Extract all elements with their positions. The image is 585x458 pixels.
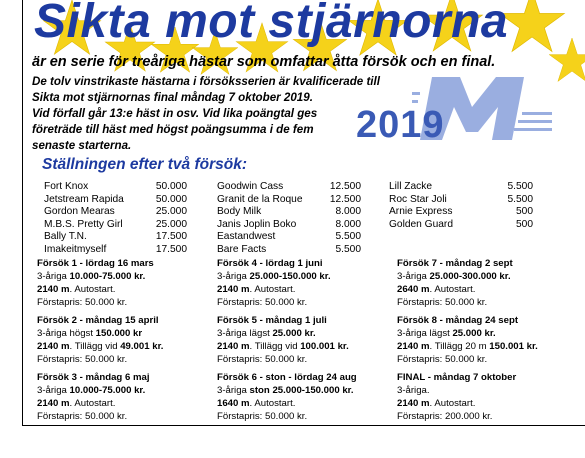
race-class-amount: 25.000 kr. (272, 328, 316, 339)
race-distance (37, 340, 163, 353)
race-block (397, 314, 538, 366)
star-icon (500, 0, 565, 52)
race-class (37, 327, 163, 340)
race-heading: FINAL - måndag 7 oktober (397, 372, 517, 383)
race-distance-value: 2140 m (217, 341, 250, 352)
race-distance (217, 283, 331, 296)
race-handicap-amount: 100.001 kr. (300, 341, 349, 352)
standings-row (217, 181, 361, 194)
race-prize: Förstapris: 50.000 kr. (37, 297, 128, 308)
race-prize: Förstapris: 50.000 kr. (37, 354, 128, 365)
horse-name: Jetstream Rapida (44, 193, 124, 205)
race-class-label: 3-åriga högst (37, 328, 96, 339)
horse-points: 50.000 (155, 181, 187, 192)
horse-name: Golden Guard (389, 218, 453, 230)
race-class-label: 3-åriga (37, 271, 70, 282)
race-class (37, 270, 154, 283)
race-heading: Försök 5 - måndag 1 juli (217, 315, 327, 326)
year-label: 2019 (356, 104, 445, 146)
horse-name: Roc Star Joli (389, 193, 447, 205)
standings-row (389, 206, 533, 219)
horse-points: 500 (516, 206, 533, 217)
horse-name: Eastandwest (217, 231, 276, 242)
race-distance (397, 283, 513, 296)
race-handicap-amount: 49.001 kr. (120, 341, 164, 352)
horse-name: Goodwin Cass (217, 181, 284, 192)
standings-column-2 (217, 181, 361, 256)
race-start-type: . Autostart. (69, 398, 116, 409)
horse-points: 5.500 (335, 231, 361, 242)
race-class-label: 3-åriga (217, 271, 250, 282)
race-distance (37, 397, 150, 410)
race-distance-value: 2640 m (397, 284, 430, 295)
standings-row (44, 206, 187, 219)
race-heading: Försök 8 - måndag 24 sept (397, 315, 519, 326)
standings-title: Ställningen efter två försök: (42, 156, 247, 173)
horse-name: Fort Knox (44, 181, 89, 192)
race-class-label: 3-åriga (397, 271, 430, 282)
race-heading: Försök 1 - lördag 16 mars (37, 258, 154, 269)
race-start-type: . Tillägg vid (69, 341, 121, 352)
horse-name: M.B.S. Pretty Girl (44, 218, 123, 230)
race-distance (217, 397, 357, 410)
race-start-type: . Autostart. (69, 284, 116, 295)
horse-points: 12.500 (329, 193, 361, 205)
standings-row (44, 181, 187, 194)
race-distance-value: 1640 m (217, 398, 250, 409)
race-distance-value: 2140 m (37, 398, 70, 409)
race-start-type: . Autostart. (429, 284, 476, 295)
race-distance (397, 340, 538, 353)
race-distance (397, 397, 516, 410)
race-prize: Förstapris: 50.000 kr. (217, 297, 308, 308)
horse-name: Lill Zacke (389, 181, 433, 192)
horse-points: 25.000 (155, 206, 187, 217)
intro-text (32, 74, 382, 154)
race-class-label: 3-åriga (37, 385, 70, 396)
race-handicap-amount: 150.001 kr. (489, 341, 538, 352)
race-heading: Försök 2 - måndag 15 april (37, 315, 159, 326)
race-class-label: 3-åriga. (397, 385, 430, 396)
race-class-amount: 25.000-150.000 kr. (249, 271, 331, 282)
race-distance-value: 2140 m (397, 341, 430, 352)
standings-row (44, 194, 187, 207)
race-class-label: 3-åriga lägst (217, 328, 273, 339)
race-class (37, 384, 150, 397)
race-distance-value: 2140 m (397, 398, 430, 409)
race-class-label: 3-åriga (217, 385, 250, 396)
race-class (217, 384, 357, 397)
horse-name: Body Milk (217, 206, 262, 217)
horse-name: Bally T.N. (44, 231, 87, 242)
race-block (217, 314, 349, 366)
horse-points: 8.000 (335, 218, 361, 230)
horse-points: 8.000 (335, 206, 361, 217)
race-distance-value: 2140 m (37, 284, 70, 295)
standings-row (44, 219, 187, 232)
horse-points: 17.500 (155, 231, 187, 242)
horse-points: 50.000 (155, 193, 187, 205)
race-distance-value: 2140 m (217, 284, 250, 295)
race-prize: Förstapris: 50.000 kr. (37, 411, 128, 422)
horse-points: 12.500 (329, 181, 361, 192)
race-distance (37, 283, 154, 296)
race-prize: Förstapris: 200.000 kr. (397, 411, 493, 422)
horse-points: 25.000 (155, 218, 187, 230)
race-block (397, 371, 516, 423)
horse-points: 5.500 (335, 243, 361, 255)
race-start-type: . Autostart. (249, 398, 296, 409)
standings-row (389, 219, 533, 232)
race-class-amount: 150.000 kr (95, 328, 143, 339)
race-block (37, 314, 163, 366)
page-title: Sikta mot stjärnorna (34, 0, 509, 48)
race-class (217, 327, 349, 340)
race-class-amount: 10.000-75.000 kr. (69, 271, 146, 282)
horse-name: Bare Facts (217, 243, 267, 255)
standings-row (389, 194, 533, 207)
standings-row (217, 194, 361, 207)
horse-name: Arnie Express (389, 206, 453, 217)
standings-row (217, 206, 361, 219)
race-block (217, 257, 331, 309)
race-distance (217, 340, 349, 353)
standings-row (217, 244, 361, 257)
race-class (397, 327, 538, 340)
horse-name: Imakeitmyself (44, 243, 107, 255)
race-class (397, 384, 516, 397)
standings-column-1 (44, 181, 187, 256)
race-heading: Försök 7 - måndag 2 sept (397, 258, 513, 269)
standings-row (217, 219, 361, 232)
race-class-amount: 10.000-75.000 kr. (69, 385, 146, 396)
race-class-amount: 25.000-300.000 kr. (429, 271, 511, 282)
race-class (397, 270, 513, 283)
race-class (217, 270, 331, 283)
race-prize: Förstapris: 50.000 kr. (217, 411, 308, 422)
race-prize: Förstapris: 50.000 kr. (397, 297, 488, 308)
race-class-label: 3-åriga lägst (397, 328, 453, 339)
race-prize: Förstapris: 50.000 kr. (217, 354, 308, 365)
standings-row (389, 181, 533, 194)
race-start-type: . Tillägg vid (249, 341, 301, 352)
race-block (397, 257, 513, 309)
race-block (217, 371, 357, 423)
standings-row (44, 231, 187, 244)
race-start-type: . Autostart. (249, 284, 296, 295)
horse-points: 500 (516, 218, 533, 230)
standings-column-3 (389, 181, 533, 231)
race-distance-value: 2140 m (37, 341, 70, 352)
intro-line: senaste starterna. (32, 139, 132, 152)
horse-name: Janis Joplin Boko (217, 218, 297, 230)
intro-line: företräde till häst med högst poängsumma i de fem (32, 123, 314, 136)
horse-name: Granit de la Roque (217, 193, 303, 205)
race-class-amount: 25.000 kr. (452, 328, 496, 339)
series-subtitle: är en serie för treåriga hästar som omfattar åtta försök och en final. (32, 54, 496, 70)
race-block (37, 257, 154, 309)
race-heading: Försök 6 - ston - lördag 24 aug (217, 372, 357, 383)
intro-line: Sikta mot stjärnornas final måndag 7 oktober 2019. (32, 91, 313, 104)
standings-row (44, 244, 187, 257)
horse-name: Gordon Mearas (44, 206, 115, 217)
race-block (37, 371, 150, 423)
intro-line: De tolv vinstrikaste hästarna i försöksserien är kvalificerade till (32, 75, 380, 88)
race-heading: Försök 4 - lördag 1 juni (217, 258, 323, 269)
standings-row (217, 231, 361, 244)
intro-line: Vid förfall går 13:e häst in osv. Vid lika poängtal ges (32, 107, 318, 120)
race-prize: Förstapris: 50.000 kr. (397, 354, 488, 365)
race-start-type: . Autostart. (429, 398, 476, 409)
horse-points: 5.500 (507, 181, 533, 192)
horse-points: 5.500 (507, 193, 533, 205)
race-class-amount: ston 25.000-150.000 kr. (249, 385, 354, 396)
race-start-type: . Tillägg 20 m (429, 341, 490, 352)
horse-points: 17.500 (155, 243, 187, 255)
race-heading: Försök 3 - måndag 6 maj (37, 372, 150, 383)
